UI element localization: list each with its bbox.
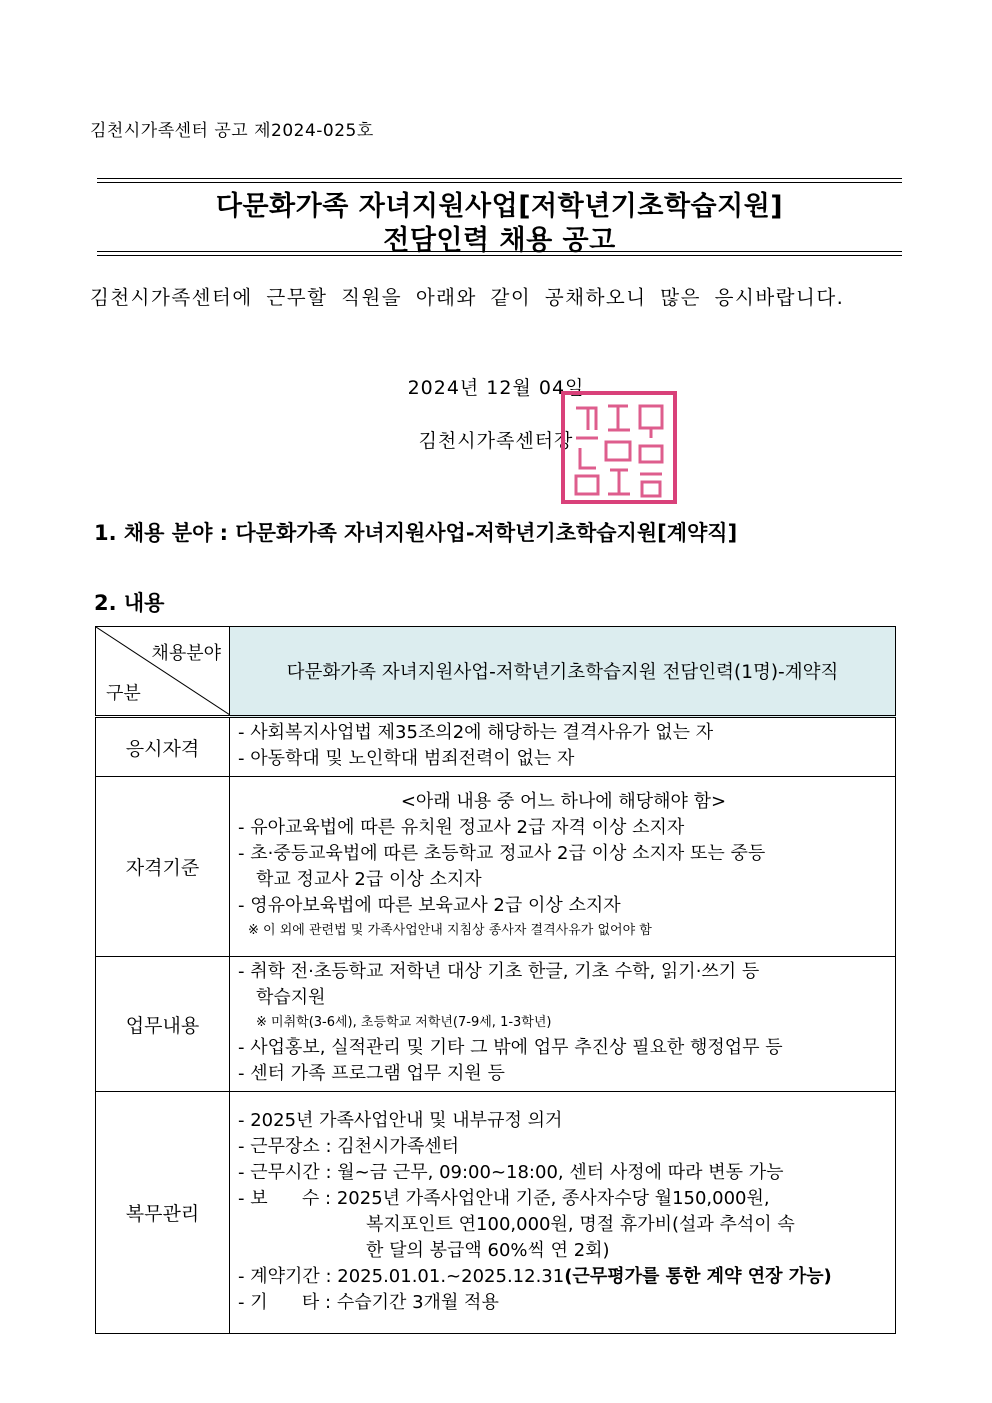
list-item: - 취학 전·초등학교 저학년 대상 기초 한글, 기초 수학, 읽기·쓰기 등	[238, 961, 760, 982]
row-label: 복무관리	[96, 1092, 230, 1334]
criteria-heading: <아래 내용 중 어느 하나에 해당해야 함>	[400, 790, 727, 812]
row-content	[230, 717, 896, 777]
list-item-continued: 학습지원	[256, 987, 326, 1008]
note: ※ 이 외에 관련법 및 가족사업안내 지침상 종사자 결격사유가 없어야 함	[248, 922, 652, 938]
list-item: - 2025년 가족사업안내 및 내부규정 의거	[238, 1109, 563, 1131]
row-content	[230, 777, 896, 957]
title-line-1: 다문화가족 자녀지원사업[저학년기초학습지원]	[215, 191, 784, 222]
note: ※ 미취학(3-6세), 초등학교 저학년(7-9세, 1-3학년)	[256, 1015, 552, 1030]
list-item: - 유아교육법에 따른 유치원 정교사 2급 자격 이상 소지자	[238, 816, 685, 838]
pay-label: - 보 수 :	[238, 1187, 337, 1209]
list-item-continued: 학교 정교사 2급 이상 소지자	[256, 868, 482, 890]
issuer: 김천시가족센터장	[418, 430, 574, 452]
row-label: 응시자격	[96, 717, 230, 777]
list-item-pay	[238, 1186, 889, 1212]
list-item: - 기 타 : 수습기간 3개월 적용	[238, 1291, 499, 1313]
title-line-2: 전담인력 채용 공고	[383, 225, 616, 256]
header-top-label: 채용분야	[151, 643, 221, 664]
list-item: - 아동학대 및 노인학대 범죄전력이 없는 자	[238, 748, 575, 769]
list-item: - 초·중등교육법에 따른 초등학교 정교사 2급 이상 소지자 또는 중등	[238, 842, 766, 864]
contract-period: - 계약기간 : 2025.01.01.~2025.12.31	[238, 1265, 565, 1287]
row-label: 업무내용	[96, 957, 230, 1092]
intro-paragraph: 김천시가족센터에 근무할 직원을 아래와 같이 공채하오니 많은 응시바랍니다.	[90, 286, 845, 309]
table-row-service	[96, 1092, 896, 1334]
table-row-criteria	[96, 777, 896, 957]
list-item: - 사회복지사업법 제35조의2에 해당하는 결격사유가 없는 자	[238, 722, 714, 743]
list-item-continued: 복지포인트 연100,000원, 명절 휴가비(설과 추석이 속	[366, 1213, 795, 1235]
row-content	[230, 1092, 896, 1334]
table-header-row	[96, 627, 896, 717]
table-row-duties	[96, 957, 896, 1092]
contract-extension-note: (근무평가를 통한 계약 연장 가능)	[564, 1265, 832, 1287]
notice-date: 2024년 12월 04일	[407, 377, 585, 399]
section-2-heading: 2. 내용	[94, 591, 165, 615]
table-row-eligibility	[96, 717, 896, 777]
notice-number: 김천시가족센터 공고 제2024-025호	[90, 121, 374, 141]
list-item: - 영유아보육법에 따른 보육교사 2급 이상 소지자	[238, 894, 621, 916]
list-item-contract	[238, 1264, 889, 1290]
list-item-continued: 한 달의 봉급액 60%씩 연 2회)	[366, 1239, 610, 1261]
pay-text: 2025년 가족사업안내 기준, 종사자수당 월150,000원,	[336, 1187, 770, 1209]
official-seal-icon	[560, 390, 678, 505]
header-value: 다문화가족 자녀지원사업-저학년기초학습지원 전담인력(1명)-계약직	[230, 627, 896, 717]
row-label: 자격기준	[96, 777, 230, 957]
title-box	[97, 178, 902, 256]
list-item: - 근무시간 : 월~금 근무, 09:00~18:00, 센터 사정에 따라 변동 가능	[238, 1161, 784, 1183]
list-item: - 센터 가족 프로그램 업무 지원 등	[238, 1063, 505, 1084]
list-item: - 근무장소 : 김천시가족센터	[238, 1135, 459, 1157]
row-content	[230, 957, 896, 1092]
recruitment-table	[95, 626, 896, 1334]
list-item: - 사업홍보, 실적관리 및 기타 그 밖에 업무 추진상 필요한 행정업무 등	[238, 1037, 783, 1058]
header-bottom-label: 구분	[106, 683, 141, 704]
section-1-heading: 1. 채용 분야 : 다문화가족 자녀지원사업-저학년기초학습지원[계약직]	[94, 521, 738, 545]
diagonal-header-cell	[96, 627, 230, 717]
